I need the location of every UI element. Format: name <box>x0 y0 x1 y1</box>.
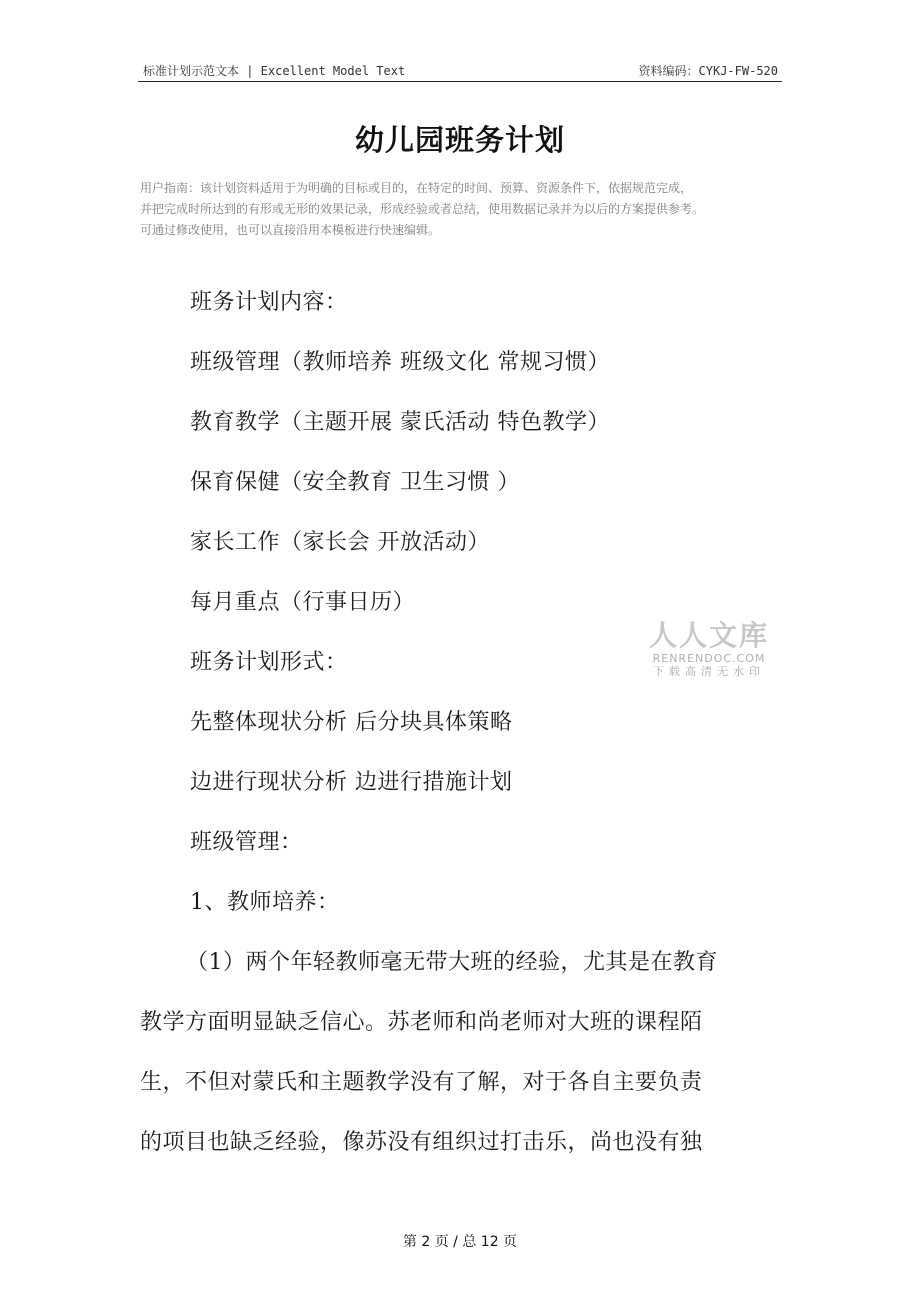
section-heading-form: 班务计划形式： <box>190 650 348 675</box>
list-item: 先整体现状分析 后分块具体策略 <box>190 710 513 735</box>
watermark-main-text: 人人文库 <box>648 619 769 652</box>
watermark-tagline: 下载高清无水印 <box>653 665 765 678</box>
page-header <box>138 62 782 80</box>
paragraph-line: 教学方面明显缺乏信心。苏老师和尚老师对大班的课程陌 <box>140 1010 703 1035</box>
paragraph-line: 生，不但对蒙氏和主题教学没有了解，对于各自主要负责 <box>140 1070 703 1095</box>
paragraph-line: （1）两个年轻教师毫无带大班的经验，尤其是在教育 <box>186 950 718 975</box>
list-item: 保育保健（安全教育 卫生习惯 ） <box>190 470 520 495</box>
watermark-site: RENRENDOC.COM <box>652 652 766 665</box>
document-title: 幼儿园班务计划 <box>354 123 565 157</box>
paragraph-line: 的项目也缺乏经验，像苏没有组织过打击乐，尚也没有独 <box>140 1130 703 1155</box>
list-item: 边进行现状分析 边进行措施计划 <box>190 770 513 795</box>
page-number: 第 2 页 / 总 12 页 <box>402 1234 518 1250</box>
user-guide-line: 可通过修改使用，也可以直接沿用本模板进行快速编辑。 <box>140 223 441 237</box>
user-guide-line: 并把完成时所达到的有形或无形的效果记录，形成经验或者总结，使用数据记录并为以后的方案提供参考。 <box>140 202 705 216</box>
header-doc-type: 标准计划示范文本 | Excellent Model Text <box>143 64 406 78</box>
subsection-heading-teacher-training: 1、教师培养： <box>190 890 340 915</box>
section-heading-content: 班务计划内容： <box>190 290 348 315</box>
list-item: 家长工作（家长会 开放活动） <box>190 530 490 555</box>
section-heading-class-management: 班级管理： <box>190 830 303 855</box>
header-doc-code: 资料编码：CYKJ-FW-520 <box>638 64 778 78</box>
list-item: 班级管理（教师培养 班级文化 常规习惯） <box>190 350 610 375</box>
user-guide-line: 用户指南：该计划资料适用于为明确的目标或目的，在特定的时间、预算、资源条件下，依据规范完成， <box>140 181 693 195</box>
user-guide <box>140 178 800 241</box>
watermark-logo <box>642 620 776 679</box>
list-item: 教育教学（主题开展 蒙氏活动 特色教学） <box>190 410 610 435</box>
list-item: 每月重点（行事日历） <box>190 590 416 615</box>
header-divider <box>138 81 782 82</box>
